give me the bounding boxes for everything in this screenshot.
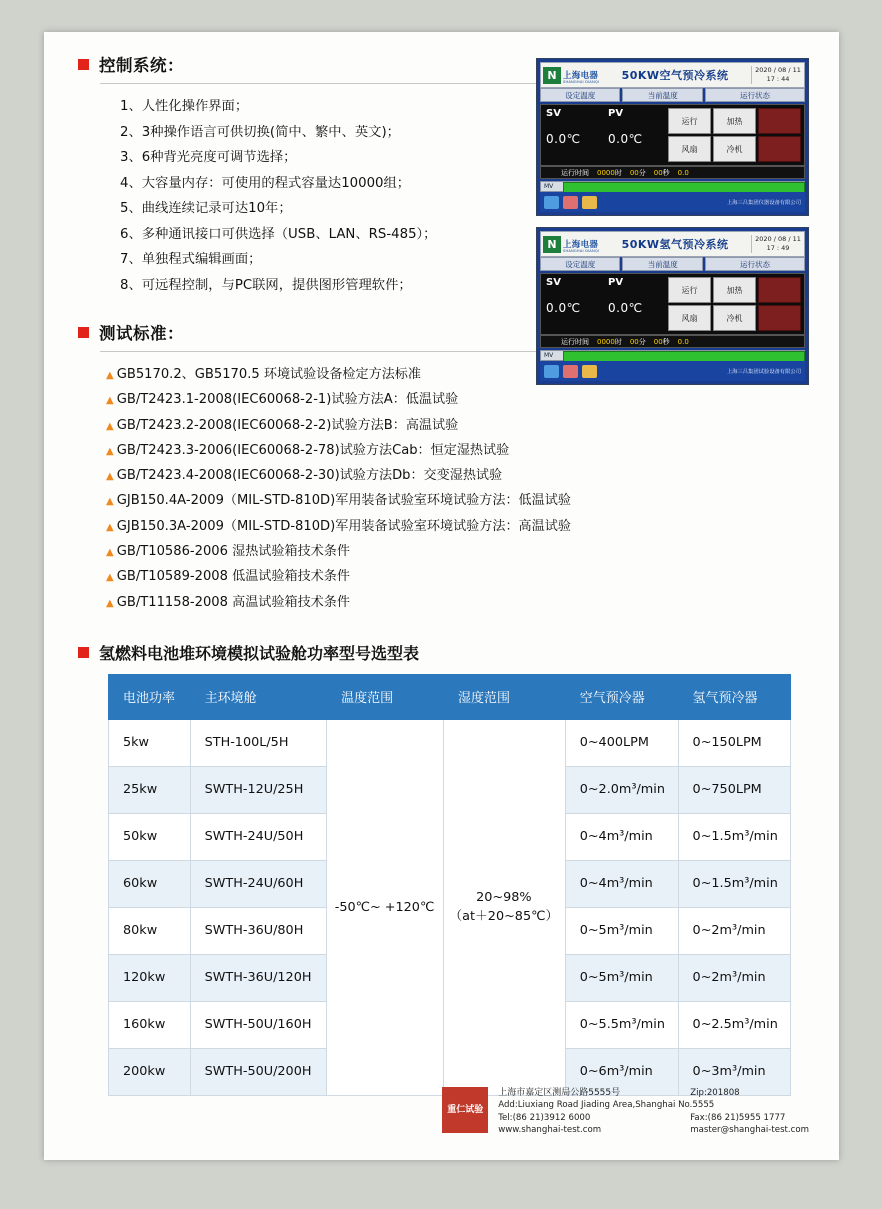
standard-text: GJB150.4A-2009（MIL-STD-810D)军用装备试验室环境试验方法：低温试验 [116,493,571,509]
label-run-status: 运行状态 [705,88,805,102]
logo-text-en: SHANGHAI DIANQI [563,249,600,254]
list-item [106,590,809,615]
list-item [106,438,809,463]
red-square-icon [78,647,89,658]
runtime-unit-sec: 秒 [662,168,670,177]
zip-code: Zip:201808 [690,1088,740,1099]
runtime-unit-sec: 秒 [662,337,670,346]
cell-h2: 0~1.5m³/min [678,813,790,860]
header-humidity-range: 湿度范围 [443,674,565,719]
table-header-row [109,674,791,719]
mv-bar-label: MV [540,350,805,361]
cell-power: 120kw [109,954,191,1001]
list-item [106,463,809,488]
standard-text: GB/T10586-2006 湿热试验箱技术条件 [116,544,350,560]
standard-text: GB/T2423.2-2008(IEC60068-2-2)试验方法B：高温试验 [116,417,459,433]
cell-h2: 0~1.5m³/min [678,860,790,907]
logo-mark-icon: N [543,67,561,84]
cell-chamber: SWTH-12U/25H [190,766,327,813]
indicator-2[interactable] [758,305,801,331]
mv-bar-label: MV [540,181,805,192]
cell-air: 0~5m³/min [565,907,678,954]
humidity-line-2: （at＋20~85℃） [449,909,559,925]
standard-text: GB/T2423.4-2008(IEC60068-2-30)试验方法Db：交变湿热试验 [116,468,503,484]
hmi-runtime-row [540,335,805,348]
logo-mark-icon: N [543,236,561,253]
folder-icon[interactable] [582,365,597,378]
header-air-precooler: 空气预冷器 [565,674,678,719]
cell-temp-range: -50℃~ +120℃ [327,719,444,1095]
cell-h2: 0~750LPM [678,766,790,813]
pv-readout [603,274,665,334]
hmi-readout-body [540,104,805,166]
list-item: 7、单独程式编辑画面； [120,252,262,267]
hmi-label-row [540,257,805,271]
triangle-icon: ▲ [106,370,114,381]
cell-power: 25kw [109,766,191,813]
test-standard-title: 测试标准： [99,324,184,343]
runtime-label: 运行时间 [561,168,589,177]
standard-text: GB/T2423.1-2008(IEC60068-2-1)试验方法A：低温试验 [116,392,459,408]
telephone: Tel:(86 21)3912 6000 [498,1112,591,1123]
triangle-icon: ▲ [106,471,114,483]
cell-power: 50kw [109,813,191,860]
cell-power: 200kw [109,1048,191,1095]
standard-text: GB5170.2、GB5170.5 环境试验设备检定方法标准 [116,367,421,382]
label-set-temp: 设定温度 [540,88,620,102]
triangle-icon: ▲ [106,445,114,457]
address-cn: 上海市嘉定区测局公路5555号 [498,1088,621,1099]
label-current-temp: 当前温度 [622,88,702,102]
hmi-button-grid [665,105,804,165]
triangle-icon: ▲ [106,395,114,407]
hmi-readout-body [540,273,805,335]
company-logo [543,234,599,254]
hmi-footer-company: 上海三吕集团试验设备有限公司 [726,369,801,375]
cell-chamber: SWTH-36U/80H [190,907,327,954]
runtime-sec-digits: 00 [653,168,663,177]
list-item [106,564,809,589]
logo-text-cn: 上海电器 [563,71,599,82]
contact-block [498,1087,809,1136]
cell-h2: 0~2m³/min [678,954,790,1001]
heading-divider [100,83,552,84]
logo-text-cn: 上海电器 [563,240,599,251]
cell-air: 0~4m³/min [565,813,678,860]
run-button[interactable]: 运行 [668,277,711,303]
hmi-title: 50KW氢气预冷系统 [621,238,729,251]
hmi-date: 2020 / 08 / 11 [755,66,801,74]
company-seal-icon: 重仁试验 [442,1087,488,1133]
hmi-time: 17 : 49 [766,244,790,252]
hmi-topbar [540,62,805,88]
triangle-icon: ▲ [106,597,114,609]
list-item [106,413,809,438]
runtime-digits: 0000 [597,337,615,346]
sv-value: 0.0℃ [546,132,581,146]
header-chamber: 主环境舱 [190,674,327,719]
cell-chamber: SWTH-24U/60H [190,860,327,907]
red-square-icon [78,327,89,338]
list-item [106,514,809,539]
list-item [106,488,809,513]
list-item [106,539,809,564]
sv-readout [541,105,603,165]
hmi-panel-group [536,58,809,396]
cell-air: 0~400LPM [565,719,678,766]
humidity-line-1: 20~98% [476,890,532,906]
header-hydrogen-precooler: 氢气预冷器 [678,674,790,719]
indicator-1[interactable] [758,277,801,303]
cell-h2: 0~2.5m³/min [678,1001,790,1048]
list-item: 6、多种通讯接口可供选择（USB、LAN、RS-485）； [120,226,437,242]
runtime-unit-hour: 时 [614,168,622,177]
runtime-extra: 0.0 [677,168,689,177]
heat-button[interactable]: 加热 [713,108,756,134]
list-item: 5、曲线连续记录可达10年； [120,201,292,216]
heat-button[interactable]: 加热 [713,277,756,303]
standard-text: GB/T10589-2008 低温试验箱技术条件 [116,569,350,585]
run-button[interactable]: 运行 [668,108,711,134]
cell-h2: 0~3m³/min [678,1048,790,1095]
heading-divider [100,351,552,352]
monitor-icon[interactable] [544,365,559,378]
users-icon[interactable] [563,365,578,378]
runtime-extra: 0.0 [677,337,689,346]
chiller-button[interactable]: 冷机 [713,305,756,331]
email-link[interactable]: master@shanghai-test.com [690,1124,809,1135]
hmi-label-row [540,88,805,102]
standard-text: GB/T11158-2008 高温试验箱技术条件 [116,594,350,610]
hmi-time: 17 : 44 [766,75,790,83]
runtime-min-digits: 00 [629,168,639,177]
users-icon[interactable] [563,196,578,209]
list-item: 1、人性化操作界面； [120,99,249,114]
table-title: 氢燃料电池堆环境模拟试验舱功率型号选型表 [99,643,420,663]
triangle-icon: ▲ [106,521,114,533]
list-item: 2、3种操作语言可供切换(简中、繁中、英文)； [120,124,400,140]
hmi-date: 2020 / 08 / 11 [755,235,801,243]
runtime-sec-digits: 00 [653,337,663,346]
control-system-title: 控制系统： [99,56,184,75]
company-logo [543,65,599,85]
triangle-icon: ▲ [106,572,114,584]
sv-key: SV [546,277,561,288]
sv-value: 0.0℃ [546,301,581,315]
cell-power: 5kw [109,719,191,766]
fan-button[interactable]: 风扇 [668,305,711,331]
standard-text: GB/T2423.3-2006(IEC60068-2-78)试验方法Cab：恒定湿热试验 [116,442,510,458]
triangle-icon: ▲ [106,496,114,508]
pv-readout [603,105,665,165]
cell-air: 0~5m³/min [565,954,678,1001]
indicator-1[interactable] [758,108,801,134]
list-item: 8、可远程控制，与PC联网，提供图形管理软件； [120,277,412,293]
cell-chamber: SWTH-36U/120H [190,954,327,1001]
pv-value: 0.0℃ [608,301,643,315]
hmi-runtime-row [540,166,805,179]
runtime-min-digits: 00 [629,337,639,346]
triangle-icon: ▲ [106,420,114,432]
runtime-unit-hour: 时 [614,337,622,346]
logo-text-en: SHANGHAI DIANQI [563,80,600,85]
hmi-datetime [751,235,804,253]
chiller-button[interactable]: 冷机 [713,136,756,162]
cell-humidity-range [443,719,565,1095]
runtime-label: 运行时间 [561,337,589,346]
address-en: Add:Liuxiang Road Jiading Area,Shanghai No.5555 [498,1100,715,1111]
cell-chamber: SWTH-50U/160H [190,1001,327,1048]
hmi-footer-bar [540,361,805,381]
runtime-digits: 0000 [597,168,615,177]
cell-air: 0~4m³/min [565,860,678,907]
triangle-icon: ▲ [106,547,114,559]
pv-key: PV [608,108,624,119]
monitor-icon[interactable] [544,196,559,209]
cell-h2: 0~2m³/min [678,907,790,954]
hmi-footer-company: 上海三吕集团仪器设备有限公司 [726,200,801,206]
standard-text: GJB150.3A-2009（MIL-STD-810D)军用装备试验室环境试验方法：高温试验 [116,518,571,534]
label-run-status: 运行状态 [705,257,805,271]
hmi-title: 50KW空气预冷系统 [621,69,729,82]
cell-power: 60kw [109,860,191,907]
cell-chamber: SWTH-24U/50H [190,813,327,860]
hmi-topbar [540,231,805,257]
website-link[interactable]: www.shanghai-test.com [498,1124,602,1135]
cell-air: 0~5.5m³/min [565,1001,678,1048]
cell-air: 0~6m³/min [565,1048,678,1095]
hmi-button-grid [665,274,804,334]
hmi-panel-hydrogen [536,227,809,385]
red-square-icon [78,59,89,70]
cell-chamber: STH-100L/5H [190,719,327,766]
runtime-unit-min: 分 [638,168,646,177]
sv-key: SV [546,108,561,119]
page-footer [78,1087,809,1136]
header-power: 电池功率 [109,674,191,719]
list-item: 3、6种背光亮度可调节选择； [120,150,297,165]
header-temp-range: 温度范围 [327,674,444,719]
pv-value: 0.0℃ [608,132,643,146]
label-current-temp: 当前温度 [622,257,702,271]
hmi-datetime [751,66,804,84]
fax: Fax:(86 21)5955 1777 [690,1112,786,1123]
list-item: 4、大容量内存：可使用的程式容量达10000组； [120,175,411,191]
label-set-temp: 设定温度 [540,257,620,271]
table-heading [78,641,809,664]
hmi-footer-bar [540,192,805,212]
model-selection-table [108,674,791,1096]
cell-power: 160kw [109,1001,191,1048]
cell-h2: 0~150LPM [678,719,790,766]
table-row [109,719,791,766]
cell-air: 0~2.0m³/min [565,766,678,813]
standards-list [106,362,809,615]
sv-readout [541,274,603,334]
indicator-2[interactable] [758,136,801,162]
brochure-page [44,32,839,1160]
hmi-panel-air [536,58,809,216]
folder-icon[interactable] [582,196,597,209]
cell-power: 80kw [109,907,191,954]
fan-button[interactable]: 风扇 [668,136,711,162]
runtime-unit-min: 分 [638,337,646,346]
cell-chamber: SWTH-50U/200H [190,1048,327,1095]
pv-key: PV [608,277,624,288]
